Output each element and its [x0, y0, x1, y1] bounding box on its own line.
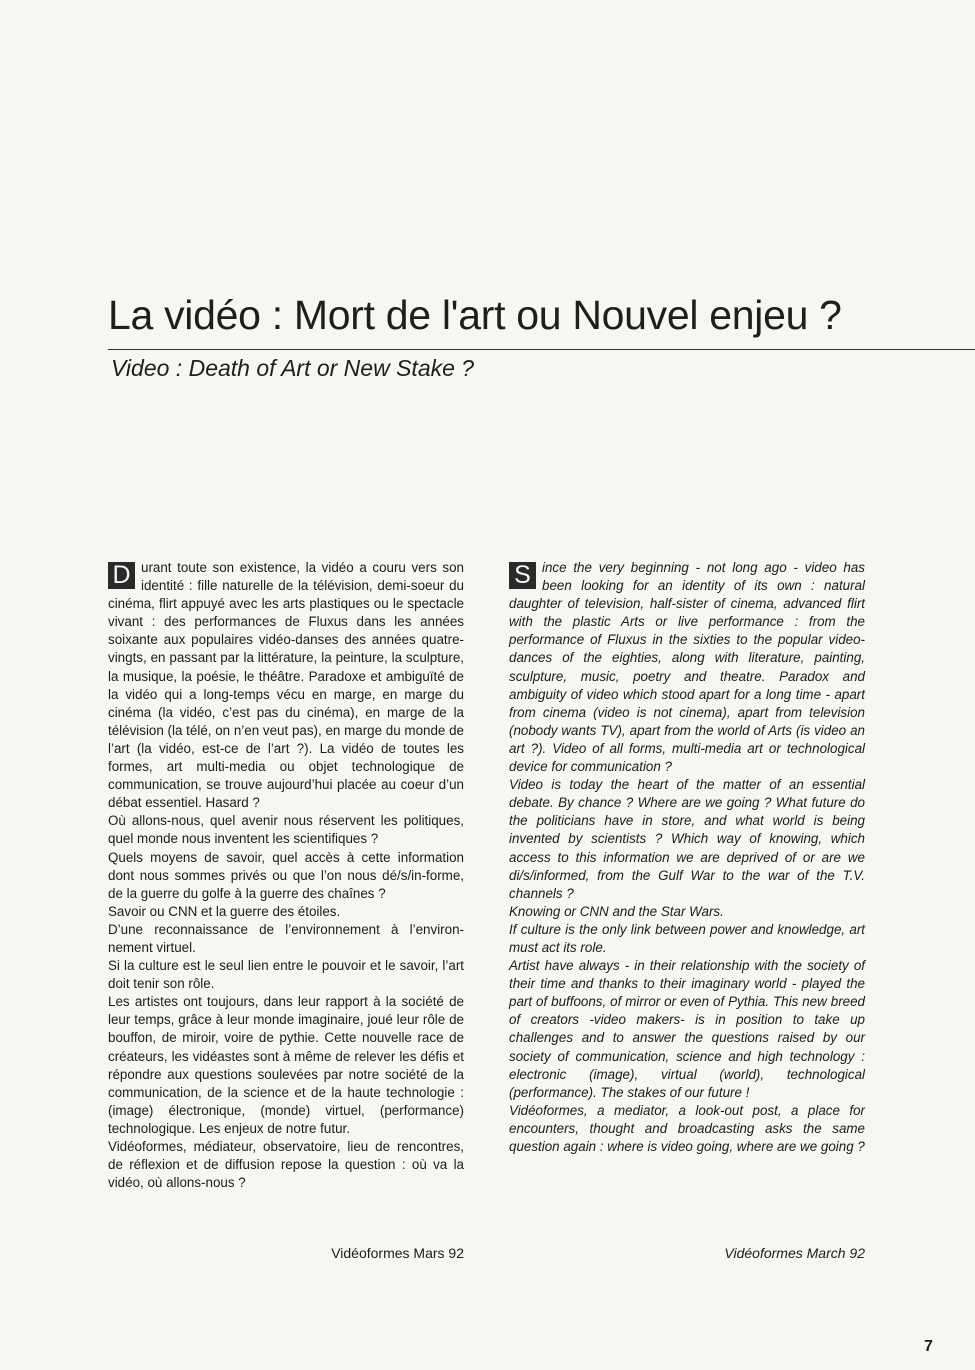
french-paragraph-3: Quels moyens de savoir, quel accès à cette information dont nous sommes privés ou que l’on nous dé/s/in-forme, de la guerre du golfe à la guerre des chaînes ?: [108, 849, 464, 901]
french-paragraph-4: Savoir ou CNN et la guerre des étoiles.: [108, 903, 341, 919]
english-paragraph-5: Artist have always - in their relationship with the society of their time and thanks to their imaginary world - played the part of buffoons, of mirror or even of Pythia. This new breed of creators -video makers- is in position to take up challenges and to answer the questions raised by our society of communication, science and high technology : electronic (image), virtual (world), technological (performance). The stakes of our future !: [509, 958, 865, 1100]
french-paragraph-2: Où allons-nous, quel avenir nous réservent les politiques, quel monde nous inventent les scientifiques ?: [108, 813, 464, 847]
article-subtitle: Video : Death of Art or New Stake ?: [111, 355, 475, 381]
article-title: La vidéo : Mort de l'art ou Nouvel enjeu ?: [108, 292, 842, 338]
english-paragraph-6: Vidéoformes, a mediator, a look-out post, a place for encounters, thought and broadcasting asks the same question again : where is video going, where are we going ?: [509, 1102, 865, 1154]
english-paragraph-1: [509, 559, 865, 776]
french-paragraph-5: D’une reconnaissance de l’environnement à l’environ-nement virtuel.: [108, 921, 464, 955]
english-paragraph-1-text: ince the very beginning - not long ago - video has been looking for an identity of its own : natural daughter of television, half-sister of cinema, advanced flirt with the plastic Arts or live performance : from the performance of Fluxus in the sixties to the popular video-dances of the eighties, along with literature, painting, sculpture, music, poetry and theatre. Paradox and ambiguity of video which stood apart for a long time - apart from cinema (video is not cinema), apart from television (nobody wants TV), apart from the world of Arts (is video an art ?). Video of all forms, multi-media art or technological device for communication ?: [509, 560, 865, 775]
french-signature: Vidéoformes Mars 92: [331, 1245, 464, 1261]
page-number: 7: [924, 1338, 933, 1355]
french-paragraph-1-text: urant toute son existence, la vidéo a couru vers son identité : fille naturelle de la télévision, demi-soeur du cinéma, flirt appuyé avec les arts plastiques ou le spectacle vivant : des performances de Fluxus dans les années soixante aux populaires vidéo-danses des années quatre-vingts, en passant par la littérature, la peinture, la sculpture, la musique, la poésie, le théâtre. Paradoxe et ambiguïté de la vidéo qui a long-temps vécu en marge, en marge du cinéma (la vidéo, c’est pas du cinéma), en marge de la télévision (la télé, on n’en veut pas), en marge du monde de l’art (la vidéo, est-ce de l’art ?). La vidéo de toutes les formes, art multi-media ou objet technologique de communication, se trouve aujourd’hui placée au coeur d’un débat essentiel. Hasard ?: [108, 560, 464, 811]
french-paragraph-6: Si la culture est le seul lien entre le pouvoir et le savoir, l’art doit tenir son rôle.: [108, 958, 464, 992]
english-signature: Vidéoformes March 92: [724, 1245, 865, 1261]
english-dropcap: S: [509, 562, 536, 589]
english-paragraph-2: Video is today the heart of the matter of an essential debate. By chance ? Where are we going ? What future do the politicians have in store, and what world is being invented by scientists ? Which way of knowing, which access to this information we are deprived of or are we di/s/informed, from the Gulf War to the war of the T.V. channels ?: [509, 777, 865, 901]
french-dropcap: D: [108, 562, 135, 589]
french-paragraph-8: Vidéoformes, médiateur, observatoire, lieu de rencontres, de réflexion et de diffusion repose la question : où va la vidéo, où allons-nous ?: [108, 1139, 464, 1191]
french-paragraph-7: Les artistes ont toujours, dans leur rapport à la société de leur temps, grâce à leur monde imaginaire, joué leur rôle de bouffon, de miroir, voire de pythie. Cette nouvelle race de créateurs, les vidéastes sont à même de relever les défis et répondre aux questions soulevées par notre société de la communication, de la science et de la haute technologie : (image) électronique, (monde) virtuel, (performance) technologique. Les enjeux de notre futur.: [108, 994, 464, 1136]
english-paragraph-3: Knowing or CNN and the Star Wars.: [509, 903, 724, 919]
english-column: [509, 559, 865, 1156]
french-paragraph-1: [108, 559, 464, 812]
english-paragraph-4: If culture is the only link between power and knowledge, art must act its role.: [509, 921, 865, 955]
french-column: [108, 559, 464, 1192]
title-rule: [108, 349, 975, 350]
